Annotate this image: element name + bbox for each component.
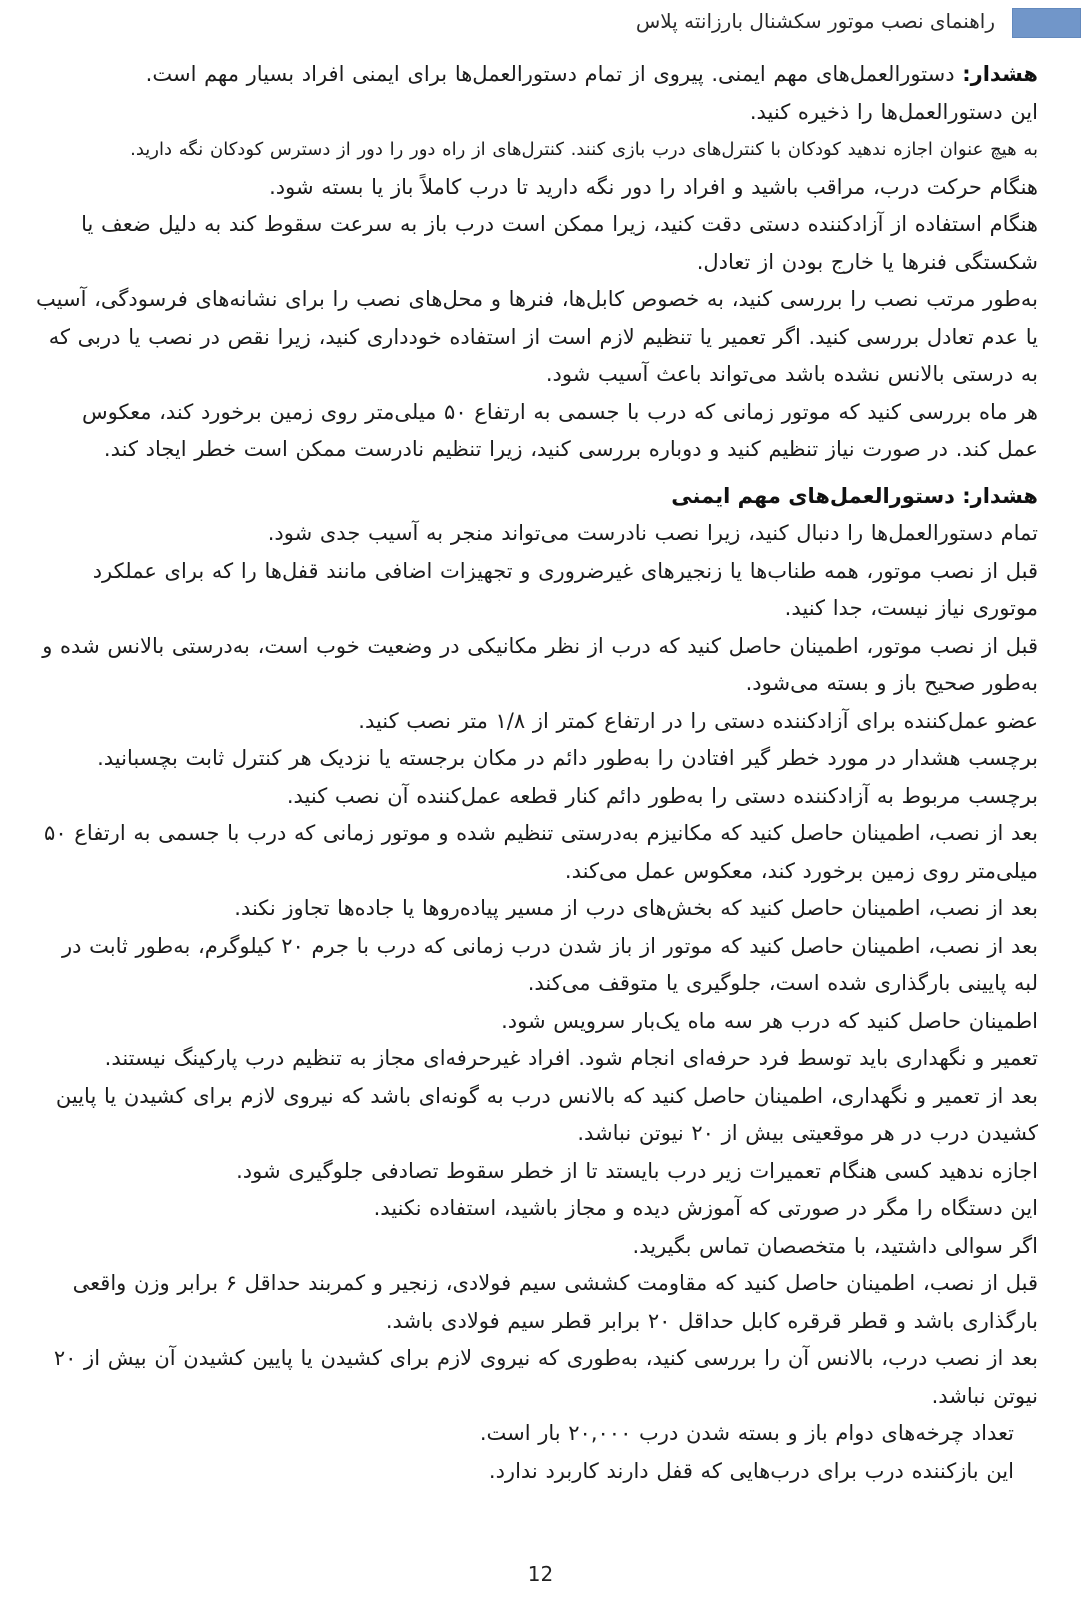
page-header bbox=[0, 0, 1081, 48]
paragraph: این دستگاه را مگر در صورتی که آموزش دیده و مجاز باشید، استفاده نکنید. bbox=[373, 1196, 1038, 1220]
paragraph: هر ماه بررسی کنید که موتور زمانی که درب با جسمی به ارتفاع ۵۰ میلی‌متر روی زمین برخورد کند، معکوس عمل کند. در صورت نیاز تنظیم کنید و دوباره بررسی کنید، زیرا تنظیم نادرست ممکن است خطر ایجاد کند. bbox=[82, 399, 1038, 461]
warning-intro-paragraph bbox=[36, 56, 1038, 94]
paragraph: قبل از نصب موتور، اطمینان حاصل کنید که درب از نظر مکانیکی در وضعیت خوب است، به‌درستی بالانس شده و به‌طور صحیح باز و بسته می‌شود. bbox=[42, 633, 1038, 695]
paragraph: بعد از نصب، اطمینان حاصل کنید که بخش‌های درب از مسیر پیاده‌روها یا جاده‌ها تجاوز نکند. bbox=[234, 896, 1038, 920]
paragraph: تعمیر و نگهداری باید توسط فرد حرفه‌ای انجام شود. افراد غیرحرفه‌ای مجاز به تنظیم درب پارکینگ نیستند. bbox=[104, 1046, 1038, 1070]
document-body bbox=[36, 56, 1038, 1490]
warning-intro-text: دستورالعمل‌های مهم ایمنی. پیروی از تمام دستورالعمل‌ها برای ایمنی افراد بسیار مهم است. bbox=[145, 62, 963, 86]
warning-intro-lead: هشدار: bbox=[962, 62, 1038, 86]
paragraph: هنگام استفاده از آزادکننده دستی دقت کنید، زیرا ممکن است درب باز به سرعت سقوط کند به دلیل ضعف یا شکستگی فنرها یا خارج بودن از تعادل. bbox=[81, 212, 1038, 274]
paragraph: اطمینان حاصل کنید که درب هر سه ماه یک‌بار سرویس شود. bbox=[501, 1008, 1038, 1033]
paragraph: به هیچ عنوان اجازه ندهید کودکان با کنترل‌های درب بازی کنند. کنترل‌های از راه دور را دور از دسترس کودکان نگه دارید. bbox=[130, 139, 1038, 160]
page-footer bbox=[0, 1562, 1081, 1586]
paragraph: اجازه ندهید کسی هنگام تعمیرات زیر درب بایستد تا از خطر سقوط تصادفی جلوگیری شود. bbox=[236, 1158, 1038, 1183]
paragraph: بعد از نصب، اطمینان حاصل کنید که مکانیزم به‌درستی تنظیم شده و موتور زمانی که درب با جسمی به ارتفاع ۵۰ میلی‌متر روی زمین برخورد کند، معکوس عمل می‌کند. bbox=[44, 821, 1038, 883]
paragraph: بعد از نصب درب، بالانس آن را بررسی کنید، به‌طوری که نیروی لازم برای کشیدن یا پایین کشیدن آن بیش از ۲۰ نیوتن نباشد. bbox=[53, 1346, 1038, 1408]
paragraph: عضو عمل‌کننده برای آزادکننده دستی را در ارتفاع کمتر از ۱/۸ متر نصب کنید. bbox=[358, 708, 1038, 733]
paragraph: این بازکننده درب برای درب‌هایی که قفل دارند کاربرد ندارد. bbox=[488, 1458, 1014, 1483]
paragraph: بعد از تعمیر و نگهداری، اطمینان حاصل کنید که بالانس درب به گونه‌ای باشد که نیروی لازم برای کشیدن یا پایین کشیدن درب در هر موقعیتی بیش از ۲۰ نیوتن نباشد. bbox=[55, 1083, 1038, 1145]
paragraph: برچسب هشدار در مورد خطر گیر افتادن را به‌طور دائم در مکان برجسته یا نزدیک هر کنترل ثابت بچسبانید. bbox=[97, 746, 1038, 770]
paragraph: تمام دستورالعمل‌ها را دنبال کنید، زیرا نصب نادرست می‌تواند منجر به آسیب جدی شود. bbox=[267, 521, 1038, 545]
paragraph: هنگام حرکت درب، مراقب باشید و افراد را دور نگه دارید تا درب کاملاً باز یا بسته شود. bbox=[269, 174, 1038, 199]
paragraph: برچسب مربوط به آزادکننده دستی را به‌طور دائم کنار قطعه عمل‌کننده آن نصب کنید. bbox=[286, 783, 1038, 808]
paragraph: این دستورالعمل‌ها را ذخیره کنید. bbox=[749, 99, 1038, 124]
page-number: 12 bbox=[527, 1562, 554, 1586]
section-heading: هشدار: دستورالعمل‌های مهم ایمنی bbox=[671, 483, 1038, 508]
paragraph: قبل از نصب، اطمینان حاصل کنید که مقاومت کششی سیم فولادی، زنجیر و کمربند حداقل ۶ برابر وزن واقعی بارگذاری باشد و قطر قرقره کابل حداقل ۲۰ برابر قطر سیم فولادی باشد. bbox=[72, 1271, 1038, 1333]
paragraph: تعداد چرخه‌های دوام باز و بسته شدن درب ۲۰,۰۰۰ بار است. bbox=[479, 1421, 1014, 1445]
paragraph: به‌طور مرتب نصب را بررسی کنید، به خصوص کابل‌ها، فنرها و محل‌های نصب را برای نشانه‌های فرسودگی، آسیب یا عدم تعادل بررسی کنید. اگر تعمیر یا تنظیم لازم است از استفاده خودداری کنید، زیرا نقص در نصب یا دربی که به درستی بالانس نشده باشد می‌تواند باعث آسیب شود. bbox=[36, 287, 1038, 386]
header-accent-bar bbox=[1012, 8, 1081, 38]
paragraph: بعد از نصب، اطمینان حاصل کنید که موتور از باز شدن درب زمانی که درب با جرم ۲۰ کیلوگرم، به‌طور ثابت در لبه پایینی بارگذاری شده است، جلوگیری یا متوقف می‌کند. bbox=[61, 933, 1038, 995]
paragraph: قبل از نصب موتور، همه طناب‌ها یا زنجیرهای غیرضروری و تجهیزات اضافی مانند قفل‌ها را که برای عملکرد موتوری نیاز نیست، جدا کنید. bbox=[92, 558, 1038, 620]
page-title: راهنمای نصب موتور سکشنال بارزانته پلاس bbox=[635, 9, 995, 33]
paragraph: اگر سوالی داشتید، با متخصصان تماس بگیرید. bbox=[632, 1233, 1038, 1258]
